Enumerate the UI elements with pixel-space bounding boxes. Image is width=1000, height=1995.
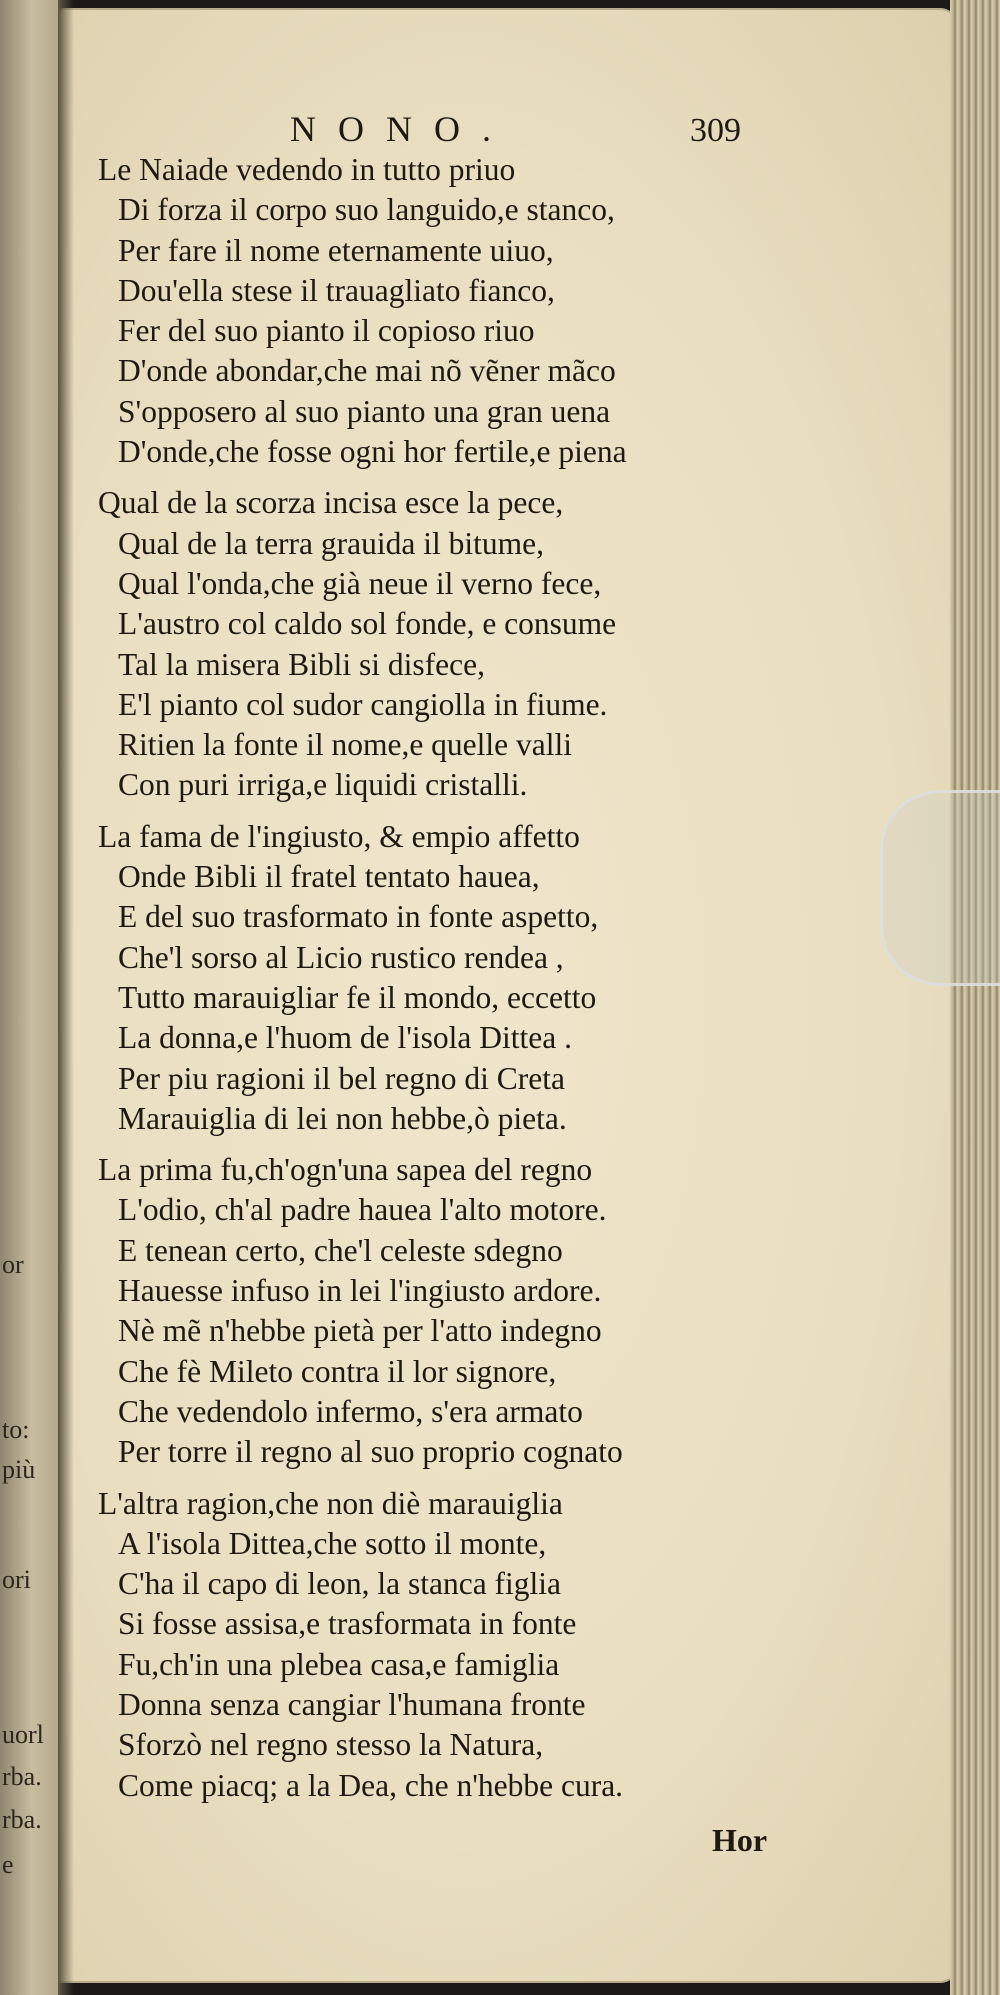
verse-line: La fama de l'ingiusto, & empio affetto [98, 818, 580, 854]
verse-line: Che vedendolo infermo, s'era armato [118, 1393, 583, 1429]
verse-line: E'l pianto col sudor cangiolla in fiume. [118, 686, 608, 722]
verse-line: Donna senza cangiar l'humana fronte [118, 1686, 586, 1722]
verse-line: Marauiglia di lei non hebbe,ò pieta. [118, 1100, 567, 1136]
running-head: NONO. [290, 109, 513, 149]
verse-line: Per torre il regno al suo proprio cognato [118, 1434, 623, 1470]
verse-line: Ritien la fonte il nome,e quelle valli [118, 727, 572, 763]
verse-line: C'ha il capo di leon, la stanca figlia [118, 1566, 562, 1602]
verse-line: Fu,ch'in una plebea casa,e famiglia [118, 1646, 560, 1682]
verse-line: L'odio, ch'al padre hauea l'alto motore. [118, 1192, 607, 1228]
verse-line: Si fosse assisa,e trasformata in fonte [118, 1606, 577, 1642]
verse-line: Onde Bibli il fratel tentato hauea, [118, 859, 540, 895]
verse-line: Che'l sorso al Licio rustico rendea , [118, 939, 564, 975]
stanza [98, 817, 898, 1139]
verse-line: L'altra ragion,che non diè marauiglia [98, 1485, 563, 1521]
left-page-fragment: rba. [2, 1805, 42, 1834]
left-page-fragment: to: [2, 1415, 30, 1444]
verse-line: Hauesse infuso in lei l'ingiusto ardore. [118, 1273, 602, 1309]
verse-line: Come piacq; a la Dea, che n'hebbe cura. [118, 1767, 624, 1803]
verse-line: Che fè Mileto contra il lor signore, [118, 1353, 557, 1389]
stanza [98, 483, 898, 805]
left-page-fragment: rba. [2, 1762, 42, 1791]
verse-line: Con puri irriga,e liquidi cristalli. [118, 767, 528, 803]
page-clip [880, 790, 1000, 986]
stanza [98, 150, 898, 472]
verse-line: Tal la misera Bibli si disfece, [118, 646, 485, 682]
gutter-shadow [58, 0, 74, 1995]
verse-line: Sforzò nel regno stesso la Natura, [118, 1727, 544, 1763]
verse-line: D'onde abondar,che mai nõ vẽner mãco [118, 353, 616, 389]
verse-line: Le Naiade vedendo in tutto priuo [98, 152, 516, 187]
verse-line: Per piu ragioni il bel regno di Creta [118, 1060, 566, 1096]
verse-line: D'onde,che fosse ogni hor fertile,e piena [118, 434, 627, 470]
verse-line: Di forza il corpo suo languido,e stanco, [118, 192, 615, 228]
left-page-fragment: or [2, 1250, 24, 1279]
poem-text [98, 150, 898, 1817]
book-page-edges [950, 0, 1000, 1995]
verse-line: E tenean certo, che'l celeste sdegno [118, 1232, 563, 1268]
verse-line: Qual l'onda,che già neue il verno fece, [118, 565, 602, 601]
verse-line: Tutto marauigliar fe il mondo, eccetto [118, 979, 597, 1015]
verse-line: E del suo trasformato in fonte aspetto, [118, 899, 599, 935]
left-page-fragment: ori [2, 1565, 31, 1594]
left-page-fragment: più [2, 1455, 36, 1484]
left-page-edge [0, 0, 60, 1995]
stanza [98, 1150, 898, 1472]
verse-line: Qual de la terra grauida il bitume, [118, 525, 544, 561]
catchword: Hor [712, 1822, 768, 1858]
verse-line: Per fare il nome eternamente uiuo, [118, 232, 554, 268]
stanza [98, 1484, 898, 1806]
verse-line: Fer del suo pianto il copioso riuo [118, 313, 535, 349]
left-page-fragment: e [2, 1850, 14, 1879]
page-number: 309 [690, 112, 741, 149]
verse-line: S'opposero al suo pianto una gran uena [118, 393, 611, 429]
verse-line: La donna,e l'huom de l'isola Dittea . [118, 1020, 572, 1056]
verse-line: Dou'ella stese il trauagliato fianco, [118, 272, 555, 308]
left-page-fragment: uorl [2, 1720, 44, 1749]
verse-line: Nè mẽ n'hebbe pietà per l'atto indegno [118, 1313, 602, 1349]
verse-line: Qual de la scorza incisa esce la pece, [98, 485, 564, 521]
verse-line: La prima fu,ch'ogn'una sapea del regno [98, 1152, 593, 1188]
verse-line: L'austro col caldo sol fonde, e consume [118, 606, 617, 642]
verse-line: A l'isola Dittea,che sotto il monte, [118, 1525, 547, 1561]
